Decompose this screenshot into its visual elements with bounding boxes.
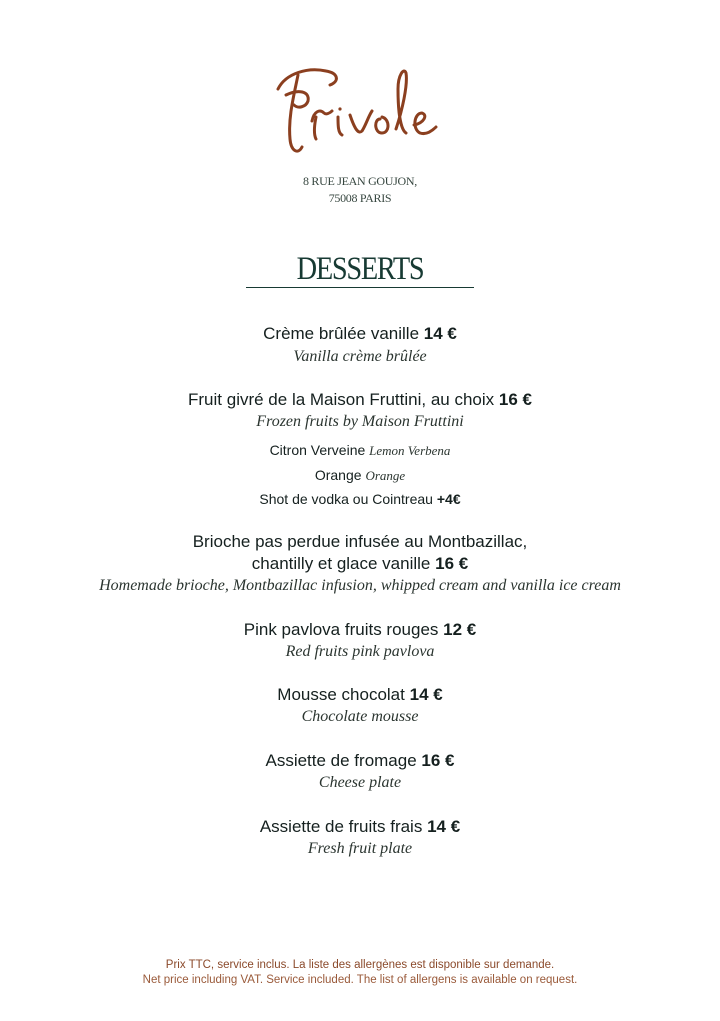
menu-item-translation: Cheese plate (318, 774, 402, 791)
option-price: +4€ (436, 491, 461, 507)
menu-item-name-line1: Brioche pas perdue infusée au Montbazillac, (192, 532, 528, 551)
option-translation: Lemon Verbena (369, 443, 451, 458)
title-underline (246, 287, 474, 288)
logo-text (268, 55, 452, 163)
menu-item-name-line2 (0, 554, 720, 574)
option-name: Citron Verveine (269, 442, 366, 458)
address-city: 75008 PARIS (328, 191, 392, 205)
option-name: Orange (314, 467, 362, 483)
dish-price: 12 € (443, 620, 477, 639)
dish-name: Pink pavlova fruits rouges (243, 620, 439, 639)
dish-name: Assiette de fruits frais (259, 817, 423, 836)
dish-name: Fruit givré de la Maison Fruttini, au choix (188, 390, 495, 409)
menu-item-name (0, 390, 720, 410)
menu-item-name (0, 620, 720, 640)
option-translation: Orange (365, 468, 406, 483)
menu-item-name (0, 324, 720, 344)
dish-price: 14 € (409, 685, 443, 704)
footer-note-fr: Prix TTC, service inclus. La liste des allergènes est disponible sur demande. (165, 959, 555, 971)
dish-price: 16 € (435, 554, 469, 573)
dish-name: Mousse chocolat (277, 685, 405, 704)
frivole-logo (268, 55, 452, 163)
menu-item-translation: Red fruits pink pavlova (285, 643, 435, 660)
menu-item-translation: Vanilla crème brûlée (293, 348, 427, 365)
dish-name: Assiette de fromage (265, 751, 417, 770)
dish-price: 14 € (427, 817, 461, 836)
menu-option (0, 467, 720, 484)
menu-option (0, 442, 720, 459)
menu-item-translation: Chocolate mousse (301, 708, 419, 725)
menu-item-name (0, 751, 720, 771)
menu-item-name (0, 685, 720, 705)
menu-item-translation: Fresh fruit plate (307, 840, 413, 857)
section-title: DESSERTS (296, 251, 424, 287)
address-street: 8 RUE JEAN GOUJON, (303, 174, 417, 188)
footer-note-en: Net price including VAT. Service included. The list of allergens is available on request. (142, 974, 578, 986)
dish-price: 14 € (423, 324, 457, 343)
dish-price: 16 € (421, 751, 455, 770)
option-name: Shot de vodka ou Cointreau (259, 491, 433, 507)
menu-option (0, 491, 720, 507)
menu-item-name (0, 817, 720, 837)
menu-item-translation: Frozen fruits by Maison Fruttini (256, 413, 464, 430)
dish-name: chantilly et glace vanille (251, 554, 431, 573)
menu-item-translation: Homemade brioche, Montbazillac infusion, whipped cream and vanilla ice cream (99, 577, 621, 594)
dish-price: 16 € (498, 390, 532, 409)
dish-name: Crème brûlée vanille (263, 324, 420, 343)
